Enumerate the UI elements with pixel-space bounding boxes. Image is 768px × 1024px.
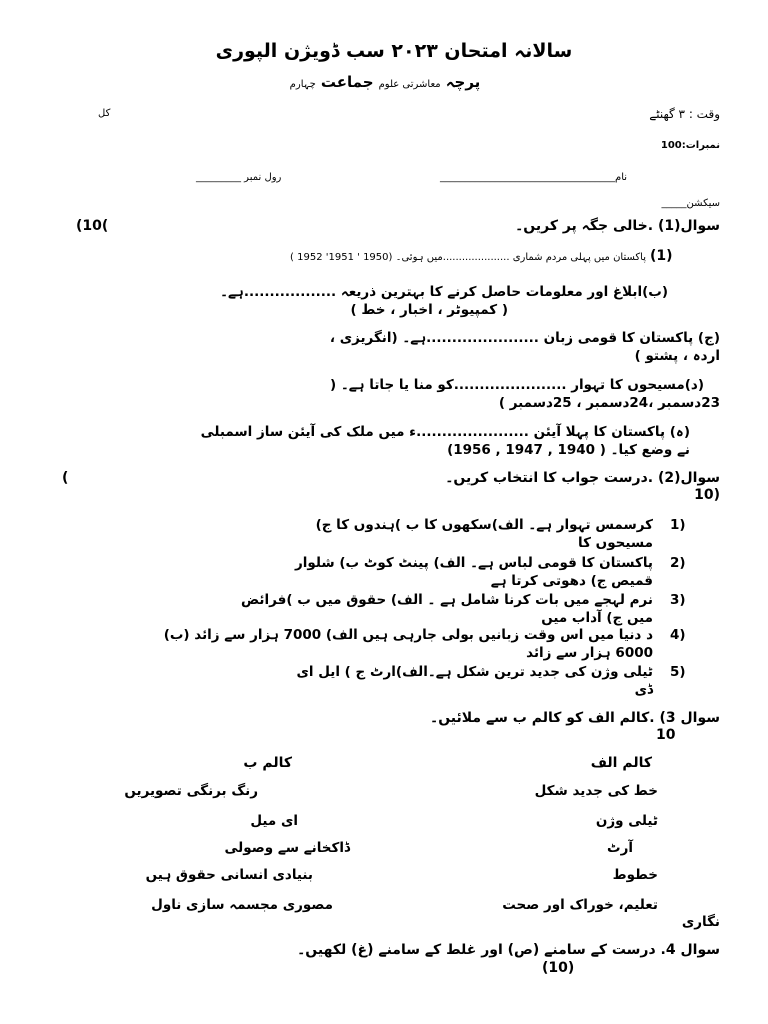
- col-a-header: کالم الف: [590, 755, 652, 771]
- q3-title: سوال 3) .کالم الف کو کالم ب سے ملائیں۔: [430, 710, 720, 726]
- q2-item-line2: 6000 ہزار سے زائد: [526, 645, 653, 661]
- q2-marks-open: (: [62, 470, 69, 486]
- q1-d-line1: (د)مسیحوں کا تہوار ......................کو منا یا جاتا ہے۔ (: [329, 377, 704, 393]
- q1-b-line2: ( کمپیوٹر ، اخبار ، خط ): [350, 302, 508, 318]
- q2-item-number: 1): [670, 517, 686, 533]
- q2-item-line2: میں ج) آداب میں: [541, 610, 653, 626]
- subtitle-subject: معاشرتی علوم: [378, 79, 441, 90]
- q2-item-number: 3): [670, 592, 686, 608]
- total-label: کل: [98, 108, 111, 119]
- subtitle-paper: پرچہ: [445, 73, 481, 91]
- q2-marks: 10): [694, 487, 720, 503]
- q2-item-line1: کرسمس تہوار ہے۔ الف)سکھوں کا ب )ہندوں کا ج): [315, 517, 653, 533]
- col-a-wrap: نگاری: [681, 914, 720, 930]
- roll-number-field[interactable]: رول نمبر _________: [196, 172, 282, 183]
- q2-item-line1: نرم لہجے میں بات کرنا شامل ہے ۔ الف) حقوق میں ب )فرائض: [240, 592, 653, 608]
- q2-item-number: 2): [670, 555, 686, 571]
- col-a-item: خطوط: [612, 867, 658, 883]
- paper-subtitle: [230, 72, 540, 91]
- col-b-header: کالم ب: [243, 755, 292, 771]
- col-a-item: آرٹ: [607, 840, 633, 856]
- q2-item-line1: ٹیلی وژن کی جدید ترین شکل ہے۔الف)ارٹ ج ) ایل ای: [296, 664, 653, 680]
- subtitle-grade: چہارم: [289, 79, 316, 90]
- q2-item-line1: د دنیا میں اس وقت زبانیں بولی جارہی ہیں الف) 7000 ہزار سے زائد (ب): [163, 627, 653, 643]
- q1-b-line1: (ب)ابلاغ اور معلومات حاصل کرنے کا بہترین ذریعہ ..................ہے۔: [220, 284, 668, 300]
- col-a-item: تعلیم، خوراک اور صحت: [502, 897, 658, 913]
- q2-item-line2: مسیحوں کا: [578, 535, 653, 551]
- q1-a-text: پاکستان میں پہلی مردم شماری .....................میں ہوئی۔ (1950 ' 1951' 1952 ): [290, 252, 646, 263]
- q1-a-number: (1): [650, 248, 673, 264]
- q1-title: سوال(1) .خالی جگہ پر کریں۔: [515, 218, 720, 234]
- q1-e-line2: نے وضع کیا۔ ( 1940 , 1947 , 1956): [447, 442, 690, 458]
- col-b-item: بنیادی انسانی حقوق ہیں: [145, 867, 313, 883]
- q1-c-line1: (ج) پاکستان کا قومی زبان ......................ہے۔ (انگریزی ،: [329, 330, 720, 346]
- q1-e-line1: (ہ) پاکستان کا پہلا آیئن ......................ء میں ملک کی آیئن ساز اسمبلی: [200, 424, 690, 440]
- col-b-item: ڈاکخانے سے وصولی: [224, 840, 350, 856]
- q4-marks: (10): [542, 960, 575, 976]
- q1-marks: (10(: [76, 218, 109, 234]
- q1-d-line2: 23دسمبر ،24دسمبر ، 25دسمبر ): [498, 395, 720, 411]
- col-a-item: خط کی جدید شکل: [534, 783, 658, 799]
- marks-label: نمبرات:100: [660, 140, 720, 151]
- subtitle-class: جماعت: [320, 73, 374, 91]
- q2-item-line2: قمیص ج) دھوتی کرتا ہے: [490, 573, 653, 589]
- q3-marks: 10: [656, 727, 676, 743]
- time-label: وقت : ۳ گھنٹے: [649, 107, 720, 121]
- q2-item-number: 4): [670, 627, 686, 643]
- exam-title: سالانہ امتحان ۲۰۲۳ سب ڈویژن الپوری: [215, 40, 573, 62]
- col-b-item: رنگ برنگی تصویریں: [124, 783, 258, 799]
- q2-title: سوال(2) .درست جواب کا انتخاب کریں۔: [445, 470, 720, 486]
- q2-item-line1: پاکستان کا قومی لباس ہے۔ الف) پینٹ کوٹ ب) شلوار: [295, 555, 653, 571]
- col-a-item: ٹیلی وژن: [595, 813, 658, 829]
- col-b-item: ای میل: [250, 813, 298, 829]
- q2-item-number: 5): [670, 664, 686, 680]
- q4-title: سوال 4. درست کے سامنے (ص) اور غلط کے سامنے (غ) لکھیں۔: [297, 942, 720, 958]
- q1-c-line2: اردہ ، پشتو ): [634, 348, 720, 364]
- col-b-item: مصوری مجسمہ سازی ناول: [151, 897, 333, 913]
- name-field[interactable]: نام___________________________________: [440, 172, 628, 183]
- section-field[interactable]: سیکشن_____: [661, 198, 720, 209]
- q2-item-line2: ڈی: [634, 682, 653, 698]
